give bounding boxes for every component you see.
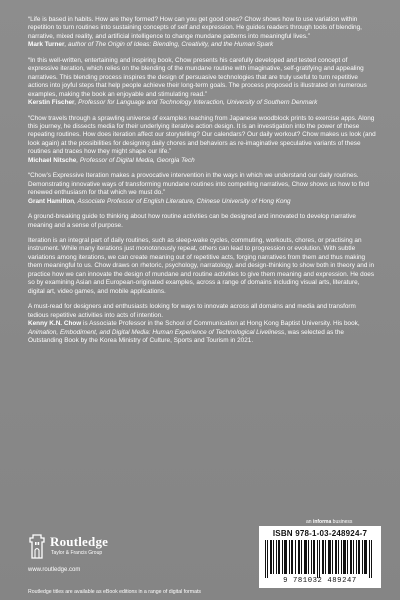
barcode-digits: 9 781032 489247 xyxy=(283,577,357,585)
ebook-note: Routledge titles are available as eBook editions in a range of digital formats xyxy=(28,589,202,595)
endorsement-quote: “Chow’s Expressive Iteration makes a provocative intervention in the ways in which we understand our daily routines. Demonstrating innovative ways of transforming mundane routines into compelling narratives, Chow shows us how to find renewed enthusiasm for that which we must do.” xyxy=(28,172,370,197)
description-paragraph: A ground-breaking guide to thinking about how routine activities can be designed and innovated to develop narrative meaning and a sense of purpose. xyxy=(28,213,356,229)
barcode-panel xyxy=(259,526,381,588)
cover-text xyxy=(28,16,376,345)
endorsement-quote: “Life is based in habits. How are they formed? How can you get good ones? Chow shows how to use variation within repetition to turn routines into sustaining concepts of self and expression. He guides readers through tools of blending, narrative, mixed reality, and artificial intelligence to change mundane patterns into meaningful lives.” xyxy=(28,16,362,40)
endorsement xyxy=(28,115,376,166)
author-bio xyxy=(28,320,376,345)
barcode-icon xyxy=(263,540,377,578)
publisher-name: Routledge xyxy=(50,534,109,549)
description-paragraph: Iteration is an integral part of daily routines, such as sleep-wake cycles, commuting, workouts, chores, or practising an instrument. While many iterations just monotonously repeat, others can lead to progression or evolution. With subtle variations among iterations, we can create meaning out of repetitive acts, forging narratives from them and thus making them meaningful to us. Chow draws on rhetoric, psychology, narratology, and design-thinking to show both in theory and in practice how we can innovate the design of mundane and routine activities to give them meaning and expression. He does so by examining Asian and European-originated examples, across a range of domains including visual arts, literature, digital art, video games, and mobile applications. xyxy=(28,236,375,295)
endorser-name: Mark Turner xyxy=(28,41,65,49)
endorsement-quote: “In this well-written, entertaining and inspiring book, Chow presents his carefully developed and tested concept of expressive iteration, which relies on the blending of the mundane routine with imaginative, self-gratifying and appealing narratives. This blending process inspires the design of persuasive technologies that are truly useful to turn repetitive actions into joyful steps that help people achieve their long-term goals. The process proposed is illustrated on numerous examples, making the book an enjoyable and stimulating read.” xyxy=(28,56,367,98)
publisher-website[interactable]: www.routledge.com xyxy=(28,567,81,573)
routledge-tower-icon xyxy=(28,533,46,559)
endorser-role: , author of The Origin of Ideas: Blending, Creativity, and the Human Spark xyxy=(64,41,274,49)
cover-footer xyxy=(0,514,400,600)
informa-brand: informa xyxy=(312,519,332,525)
publisher-subtitle: Taylor & Francis Group xyxy=(51,550,103,556)
endorser-name: Kerstin Fischer xyxy=(28,99,75,107)
endorser-role: , Professor of Digital Media, Georgia Tech xyxy=(76,156,195,164)
endorser-role: , Professor for Language and Technology Interaction, University of Southern Denmark xyxy=(74,99,318,107)
bio-intro: is Associate Professor in the School of Communication at Hong Kong Baptist University. His book, xyxy=(81,320,360,328)
informa-imprint: an informa business xyxy=(306,519,353,525)
author-name: Kenny K.N. Chow xyxy=(28,320,82,328)
isbn-label: ISBN 978-1-03-248924-7 xyxy=(272,529,368,538)
endorsement xyxy=(28,16,376,50)
bio-outro: , was selected as the Outstanding Book by the Korea Ministry of Culture, Sports and Tourism in 2021. xyxy=(28,328,344,344)
endorser-role: , Associate Professor of English Literature, Chinese University of Hong Kong xyxy=(74,197,291,205)
bio-book-title: Animation, Embodiment, and Digital Media: Human Experience of Technological Liveliness xyxy=(28,328,285,336)
endorser-name: Grant Hamilton xyxy=(28,197,75,205)
endorsement xyxy=(28,172,376,206)
endorser-name: Michael Nitsche xyxy=(28,156,77,164)
endorsement xyxy=(28,57,376,108)
endorsement-quote: “Chow travels through a sprawling universe of examples reaching from Japanese woodblock prints to exercise apps. Along this journey, he dissects media for their underlying iterative action design. It is an investigation into the power of these repeating routines. How does iteration affect our storytelling? Our calendars? Our daily workout? Chow makes us look (and look again) at the possibilities for designing daily chores and behaviors as re-imaginative speculative variants of these routines and traces how they might shape our life.” xyxy=(28,114,376,156)
publisher-logo xyxy=(28,531,178,561)
description-paragraph: A must-read for designers and enthusiasts looking for ways to innovate across all domains and media and transform tedious repetitive activities into acts of intention. xyxy=(28,303,356,319)
